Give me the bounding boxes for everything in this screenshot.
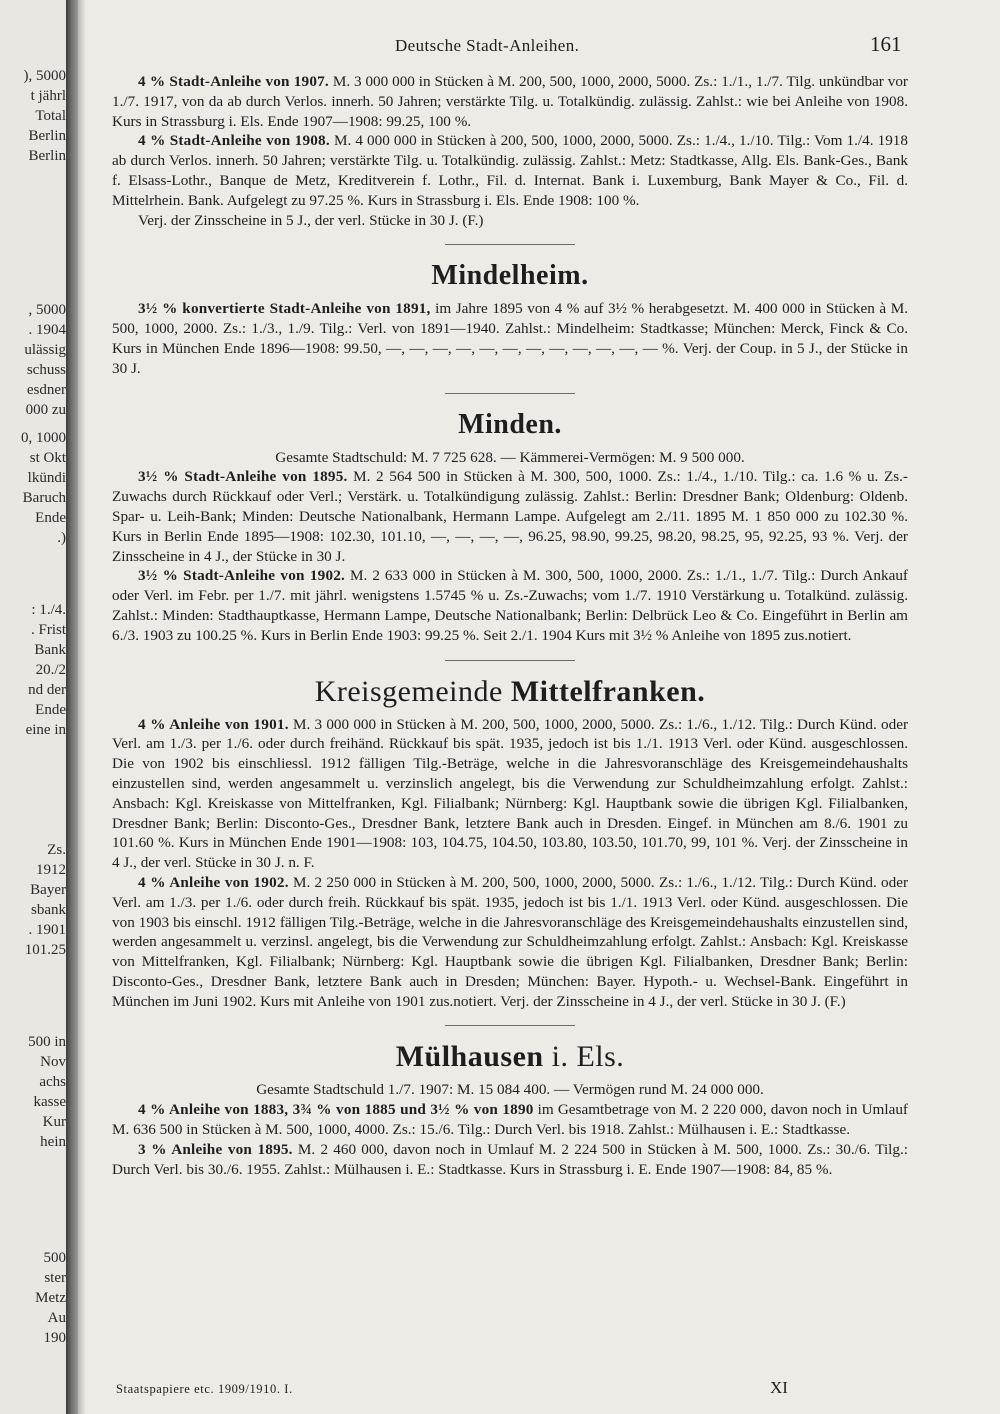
entry-paragraph <box>112 131 908 210</box>
entry-paragraph <box>112 1140 908 1180</box>
main-column <box>112 72 908 1179</box>
prev-line: esdner <box>26 382 66 398</box>
prev-line: . Frist <box>30 622 66 638</box>
prev-line: ster <box>44 1270 66 1286</box>
entry-text: Verj. der Zinsscheine in 5 J., der verl. Stücke in 30 J. (F.) <box>138 211 484 229</box>
previous-page-strip <box>0 0 70 1414</box>
prev-line: st Okt <box>29 450 66 466</box>
prev-line: . 1901 <box>28 922 66 938</box>
title-prefix: Kreisgemeinde <box>314 674 511 708</box>
section-title-minden: Minden. <box>458 408 562 440</box>
entry-paragraph <box>112 211 908 231</box>
prev-line: .) <box>57 530 66 546</box>
prev-fragment-2 <box>0 300 70 420</box>
footer-sheet-number: XI <box>770 1378 788 1397</box>
title-main: Mülhausen <box>395 1040 544 1074</box>
section-title-mittelfranken <box>112 675 908 709</box>
prev-line: Nov <box>40 1054 66 1070</box>
prev-line: Au <box>47 1310 66 1326</box>
entry-paragraph <box>112 1100 908 1140</box>
title-main: Mittelfranken. <box>510 674 706 708</box>
prev-line: hein <box>40 1134 66 1150</box>
prev-line: t jährl <box>30 88 66 104</box>
prev-line: Berlin <box>28 128 66 144</box>
prev-line: Ende <box>35 510 66 526</box>
prev-line: ulässig <box>24 342 66 358</box>
book-gutter-fade <box>78 0 86 1414</box>
footer-signature: Staatspapiere etc. 1909/1910. I. <box>116 1382 293 1396</box>
prev-line: 1912 <box>36 862 66 878</box>
entry-text: im Gesamtbetrage von M. 2 220 000, davon noch in Umlauf M. 636 500 in Stücken à M. 500, 1000, 4000. Zs.: 15./6. Tilg.: Durch Verl. bis 1918. Zahlst.: Mülhausen i. E.: Stadtkasse. <box>112 1101 908 1139</box>
prev-fragment-5 <box>0 840 70 960</box>
prev-line: ), 5000 <box>23 68 66 84</box>
entry-text: M. 3 000 000 in Stücken à M. 200, 500, 1000, 2000, 5000. Zs.: 1./6., 1./12. Tilg.: Durch Künd. oder Verl. am 1./3. per 1./6. oder durch freihänd. Rückkauf bis spät. 1935, jedoch ist bis 1./1. 1913 Verl. oder Künd. ausgeschlossen. Die von 1902 bis einschliessl. 1912 fälligen Tilg.-Beträge, welche in die Jahresvoranschläge des Kreisgemeindehaushalts einzustellen sind, werden angesammelt u. verzinslich angelegt, bis die Verwendung zur Schuldheimzahlung erfolgt. Zahlst.: Ansbach: Kgl. Kreiskasse von Mittelfranken, Kgl. Filialbank; Nürnberg: Kgl. Hauptbank sowie die übrigen Kgl. Filialbanken, Dresdner Bank; Berlin: Disconto-Ges., Dresdner Bank, letztere Bank auch in Dresden. Eingef. in München am 8./6. 1901 zu 101.60 %. Kurs in München Ende 1901—1908: 103, 104.75, 104.50, 103.80, 103.50, 101.70, 99, 101 %. Verj. der Zinsscheine in 4 J., der verl. Stücke in 30 J. n. F. <box>112 715 909 872</box>
section-intro: Gesamte Stadtschuld 1./7. 1907: M. 15 084 400. — Vermögen rund M. 24 000 000. <box>256 1081 764 1099</box>
prev-fragment-6 <box>0 1032 70 1152</box>
entry-paragraph <box>112 715 908 873</box>
entry-text: M. 4 000 000 in Stücken à 200, 500, 1000, 2000, 5000. Zs.: 1./4., 1./10. Tilg.: Vom 1./4. 1918 ab durch Verlos. innerh. 50 Jahren; verstärkte Tilg. u. Totalkündig. zulässig. Zahlst.: Metz: Stadtkasse, Allg. Els. Bank-Ges., Bank f. Elsass-Lothr., Banque de Metz, Kreditverein f. Lothr., Fil. d. Internat. Bank i. Luxemburg, Bank Mayer & Co., Fil. d. Mittelrhein. Bank. Aufgelegt zu 97.25 %. Kurs in Strassburg i. Els. Ende 1908: 100 %. <box>112 132 908 209</box>
entry-lead: 4 % Anleihe von 1901. <box>138 715 289 733</box>
section-divider <box>445 244 575 245</box>
prev-line: : 1./4. <box>31 602 66 618</box>
entry-lead: 3 % Anleihe von 1895. <box>138 1140 293 1158</box>
prev-line: Kur <box>42 1114 66 1130</box>
entry-text: M. 2 250 000 in Stücken à M. 200, 500, 1000, 2000, 5000. Zs.: 1./6., 1./12. Tilg.: Durch Künd. oder Verl. am 1./3. per 1./6. oder durch freih. Rückkauf bis spät. 1935, jedoch ist bis 1./1. 1913 Verl. oder Künd. ausgeschlossen. Die von 1903 bis einschl. 1912 fälligen Tilg.-Beträge, welche in die Jahresvoranschläge des Kreisgemeindehaushalts einzustellen sind, werden angesammelt u. verzinsl. angelegt, bis die Verwendung zur Schuldheimzahlung erfolgt. Zahlst.: Ansbach: Kgl. Kreiskasse von Mittelfranken, Kgl. Filialbank; Nürnberg: Kgl. Hauptbank sowie die übrigen Kgl. Filialbanken, Dresdner Bank; Berlin: Disconto-Ges., Dresdner Bank, letztere Bank auch in Dresden; München: Bayer. Hypoth.- u. Wechsel-Bank. Eingeführt in München im Juni 1902. Kurs mit Anleihe von 1901 zus.notiert. Verj. der Zinsscheine in 4 J., der verl. Stücke in 30 J. (F.) <box>112 873 909 1010</box>
prev-line: Zs. <box>47 842 66 858</box>
entry-paragraph <box>112 566 908 645</box>
section-title-mindelheim: Mindelheim. <box>431 260 589 292</box>
prev-line: kasse <box>33 1094 66 1110</box>
section-title-muelhausen <box>112 1040 908 1074</box>
entry-text: im Jahre 1895 von 4 % auf 3½ % herabgesetzt. M. 400 000 in Stücken à M. 500, 1000, 2000. Zs.: 1./3., 1./9. Tilg.: Verl. von 1891—1940. Zahlst.: Mindelheim: Stadtkasse; München: Merck, Finck & Co. Kurs in München Ende 1896—1908: 99.50, —, —, —, —, —, —, —, —, —, —, —, — %. Verj. der Coup. in 5 J., der Stücke in 30 J. <box>112 300 908 377</box>
prev-line: sbank <box>31 902 66 918</box>
entry-lead: 4 % Anleihe von 1883, 3¾ % von 1885 und 3½ % von 1890 <box>138 1101 534 1119</box>
prev-line: . 1904 <box>28 322 66 338</box>
prev-line: Bayer <box>30 882 66 898</box>
prev-line: 000 zu <box>25 402 66 418</box>
prev-line: Baruch <box>22 490 66 506</box>
running-head: Deutsche Stadt-Anleihen. <box>395 36 580 55</box>
prev-line: Berlin <box>28 148 66 164</box>
prev-line: 101.25 <box>24 942 66 958</box>
prev-line: schuss <box>26 362 66 378</box>
section-intro: Gesamte Stadtschuld: M. 7 725 628. — Kämmerei-Vermögen: M. 9 500 000. <box>275 448 745 466</box>
prev-line: 500 <box>43 1250 66 1266</box>
prev-line: Ende <box>35 702 66 718</box>
prev-line: , 5000 <box>28 302 66 318</box>
prev-line: lkündi <box>27 470 66 486</box>
entry-paragraph <box>112 873 908 1012</box>
entry-text: M. 3 000 000 in Stücken à M. 200, 500, 1000, 2000, 5000. Zs.: 1./1., 1./7. Tilg. unkündbar vor 1./7. 1917, von da ab durch Verlos. innerh. 50 Jahren; verstärkte Tilg. u. Totalkündig. zulässig. Zahlst.: wie bei Anleihe von 1908. Kurs in Strassburg i. Els. Ende 1907—1908: 99.25, 100 %. <box>112 73 908 130</box>
section-divider <box>445 1025 575 1026</box>
prev-line: 190 <box>43 1330 66 1346</box>
entry-lead: 4 % Stadt-Anleihe von 1907. <box>138 73 329 90</box>
entry-lead: 3½ % Stadt-Anleihe von 1902. <box>138 567 346 585</box>
prev-line: 20./2 <box>35 662 66 678</box>
entry-paragraph <box>112 467 908 566</box>
book-gutter-shadow <box>66 0 78 1414</box>
section-divider <box>445 660 575 661</box>
prev-line: 0, 1000 <box>21 430 66 446</box>
entry-text: M. 2 633 000 in Stücken à M. 300, 500, 1000, 2000. Zs.: 1./1., 1./7. Tilg.: Durch Ankauf oder Verl. im Febr. per 1./7. mit jährl. wenigstens 1.5745 % u. Zs.-Zuwachs; vom 1./7. 1910 Verstärkung u. Totalkünd. zulässig. Zahlst.: Minden: Stadthauptkasse, Hermann Lampe, Deutsche Nationalbank; Berlin: Delbrück Leo & Co. Eingeführt in Berlin am 6./3. 1903 zu 100.25 %. Kurs in Berlin Ende 1903: 99.25 %. Seit 2./1. 1904 Kurs mit 3½ % Anleihe von 1895 zus.notiert. <box>112 567 908 644</box>
entry-text: M. 2 460 000, davon noch in Umlauf M. 2 224 500 in Stücken à M. 500, 1000. Zs.: 30./6. Tilg.: Durch Verl. bis 30./6. 1955. Zahlst.: Mülhausen i. E.: Stadtkasse. Kurs in Strassburg i. E. Ende 1907—1908: 84, 85 %. <box>112 1140 908 1178</box>
prev-fragment-7 <box>0 1248 70 1348</box>
prev-line: Metz <box>35 1290 66 1306</box>
prev-line: nd der <box>28 682 66 698</box>
entry-lead: 4 % Anleihe von 1902. <box>138 873 289 891</box>
entry-text: M. 2 564 500 in Stücken à M. 300, 500, 1000. Zs.: 1./4., 1./10. Tilg.: ca. 1.6 % u. Zs.-Zuwachs durch Rückkauf oder Verl.; Verstärk. u. Totalkündigung zulässig. Zahlst.: Berlin: Dresdner Bank; Oldenburg: Oldenb. Spar- u. Leih-Bank; Minden: Deutsche Nationalbank, Hermann Lampe. Aufgelegt am 2./11. 1895 M. 1 850 000 zu 102.30 %. Kurs in Berlin Ende 1895—1908: 102.30, 101.10, —, —, —, —, 96.25, 98.90, 99.25, 98.20, 98.25, 95, 92.25, 93 %. Verj. der Zinsscheine in 4 J., der Stücke in 30 J. <box>112 468 908 565</box>
entry-lead: 4 % Stadt-Anleihe von 1908. <box>138 132 330 150</box>
prev-fragment-3 <box>0 428 70 548</box>
entry-lead: 3½ % Stadt-Anleihe von 1895. <box>138 468 348 486</box>
section-divider <box>445 393 575 394</box>
entry-lead: 3½ % konvertierte Stadt-Anleihe von 1891, <box>138 300 431 318</box>
prev-line: eine in <box>25 722 66 738</box>
entry-paragraph <box>112 72 908 131</box>
entry-paragraph <box>112 299 908 378</box>
prev-line: 500 in <box>28 1034 66 1050</box>
page-number: 161 <box>870 32 902 56</box>
title-suffix: i. Els. <box>543 1040 625 1074</box>
prev-line: Total <box>35 108 66 124</box>
prev-line: achs <box>39 1074 66 1090</box>
prev-line: Bank <box>34 642 66 658</box>
prev-fragment-1 <box>0 66 70 166</box>
prev-fragment-4 <box>0 600 70 740</box>
